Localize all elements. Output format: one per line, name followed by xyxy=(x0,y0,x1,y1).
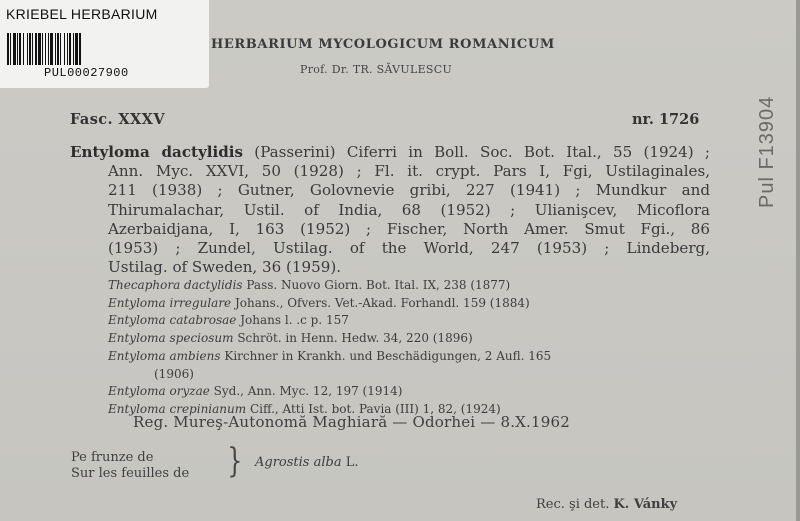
synonym-item xyxy=(108,383,708,401)
synonym-name: Entyloma crepinianum xyxy=(108,401,247,416)
barcode-bar xyxy=(81,33,82,65)
synonym-item-continued xyxy=(108,366,708,384)
synonym-name: Entyloma ambiens xyxy=(108,348,221,363)
citation-line-5: Azerbaidjana, I, 163 (1952) ; Fischer, North Amer. Smut Fgi., 86 xyxy=(108,219,710,238)
sheet-edge xyxy=(796,0,800,521)
host-label-fr: Sur les feuilles de xyxy=(71,466,190,481)
fascicle-number: Fasc. XXXV xyxy=(70,111,165,128)
collector-name: K. Vánky xyxy=(613,497,678,512)
citation-line-6: (1953) ; Zundel, Ustilag. of the World, 247 (1953) ; Lindeberg, xyxy=(108,239,710,258)
synonym-item xyxy=(108,277,708,295)
header-subtitle: Prof. Dr. TR. SĂVULESCU xyxy=(300,63,453,76)
collector-line xyxy=(536,497,677,512)
collector-prefix: Rec. şi det. xyxy=(536,497,614,512)
synonym-item xyxy=(108,312,708,330)
accession-stamp: Pul F13904 xyxy=(756,95,778,208)
synonym-ref: Schröt. in Henn. Hedw. 34, 220 (1896) xyxy=(233,331,473,346)
synonym-ref: Kirchner in Krankh. und Beschädigungen, 2 Aufl. 165 xyxy=(220,348,552,363)
synonym-ref: Syd., Ann. Myc. 12, 197 (1914) xyxy=(209,384,403,399)
species-name: Entyloma dactylidis xyxy=(70,143,244,161)
label-title: KRIEBEL HERBARIUM xyxy=(6,6,158,22)
host-author: L. xyxy=(341,455,359,470)
citation-text: (Passerini) Ciferri in Boll. Soc. Bot. Ital., 55 (1924) ; xyxy=(243,143,710,161)
synonym-ref: Johans., Ofvers. Vet.-Akad. Forhandl. 159 (1884) xyxy=(231,295,530,310)
brace-glyph: } xyxy=(227,441,243,481)
synonym-name: Entyloma oryzae xyxy=(108,384,210,399)
synonym-ref: Ciff., Atti Ist. bot. Pavia (III) 1, 82, (1924) xyxy=(246,401,501,416)
header-title: HERBARIUM MYCOLOGICUM ROMANICUM xyxy=(211,37,555,52)
synonym-name: Thecaphora dactylidis xyxy=(108,278,243,292)
citation-line-1 xyxy=(70,143,710,162)
citation-line-4: Thirumalachar, Ustil. of India, 68 (1952) ; Ulianişcev, Micoflora xyxy=(108,200,710,219)
synonym-ref: Johans l. .c p. 157 xyxy=(236,313,349,328)
barcode xyxy=(7,33,155,65)
synonym-list xyxy=(108,277,708,419)
herbarium-barcode-label xyxy=(0,0,209,88)
synonym-ref: (1906) xyxy=(154,366,194,381)
host-labels xyxy=(71,450,189,482)
host-species: Agrostis alba xyxy=(255,455,342,470)
synonym-item xyxy=(108,348,708,366)
synonym-name: Entyloma catabrosae xyxy=(108,313,237,328)
host-label-ro: Pe frunze de xyxy=(71,450,154,465)
barcode-number: PUL00027900 xyxy=(44,66,129,80)
citation-block xyxy=(70,143,710,277)
citation-line-7: Ustilag. of Sweden, 36 (1959). xyxy=(108,258,342,277)
synonym-name: Entyloma irregulare xyxy=(108,295,232,310)
synonym-item xyxy=(108,295,708,313)
locality-line: Reg. Mureş-Autonomă Maghiară — Odorhei — 8.X.1962 xyxy=(133,413,570,431)
citation-line-3: 211 (1938) ; Gutner, Golovnevie gribi, 227 (1941) ; Mundkur and xyxy=(108,181,710,200)
synonym-name: Entyloma speciosum xyxy=(108,331,234,346)
host-plant xyxy=(255,455,359,470)
specimen-number: nr. 1726 xyxy=(632,111,700,128)
synonym-ref: Pass. Nuovo Giorn. Bot. Ital. IX, 238 (1877) xyxy=(242,278,511,292)
citation-line-2: Ann. Myc. XXVI, 50 (1928) ; Fl. it. crypt. Pars I, Fgi, Ustilaginales, xyxy=(108,162,710,181)
synonym-item xyxy=(108,330,708,348)
